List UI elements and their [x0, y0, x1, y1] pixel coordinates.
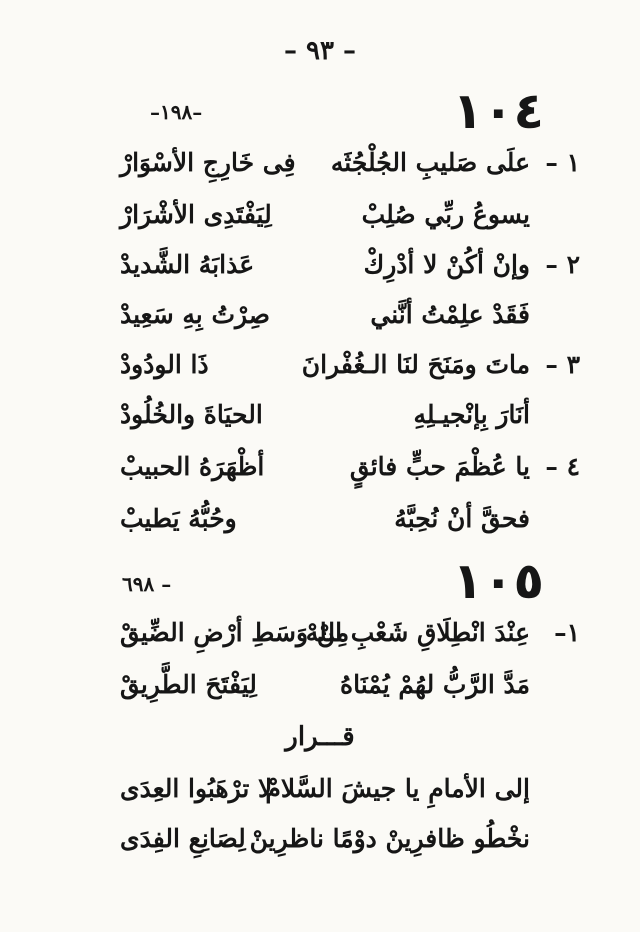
line-second-half: لِصَانِعِ الفِدَى — [120, 824, 246, 853]
verse-line — [110, 504, 580, 548]
hymn-number-104: ١٠٤ — [452, 82, 544, 140]
line-first-half: ماتَ ومَنَحَ لنَا الـغُفْرانَ — [301, 350, 530, 379]
verse-number: ١– — [554, 618, 580, 647]
line-first-half: علَى صَليبِ الجُلْجُثَه — [330, 148, 530, 177]
verse-number: ٤ – — [545, 452, 580, 481]
line-first-half: يا عُظْمَ حبٍّ فائقٍ — [349, 452, 530, 481]
line-first-half: نخْطُو ظافرِينْ دوْمًا ناظرِينْ — [249, 824, 530, 853]
line-first-half: فَقَدْ علِمْتُ أنَّني — [370, 300, 530, 329]
verse-line — [110, 400, 580, 444]
page-number: – ٩٣ – — [283, 36, 357, 66]
line-first-half: يسوعُ ربِّي صُلِبْ — [361, 200, 530, 229]
verse-number: ١ – — [545, 148, 580, 177]
line-second-half: فِى خَارِجِ الأسْوَارْ — [120, 148, 296, 177]
verse-number: ٣ – — [545, 350, 580, 379]
line-first-half: عِنْدَ انْطِلَاقِ شَعْبِ اللهْ — [305, 618, 530, 647]
line-second-half: لِيَفْتَدِى الأشْرَارْ — [120, 200, 272, 229]
refrain-title: قـــرار — [285, 722, 355, 752]
tune-reference-105: – ٦٩٨ — [122, 572, 172, 596]
line-first-half: إلى الأمامِ يا جيشَ السَّلامْ — [265, 774, 530, 803]
line-second-half: لا ترْهَبُوا العِدَى — [120, 774, 273, 803]
line-second-half: مِنْ وَسَطِ أرْضِ الضِّيقْ — [120, 618, 350, 647]
refrain-line — [110, 774, 580, 818]
line-first-half: مَدَّ الرَّبُّ لهُمْ يُمْنَاهُ — [340, 670, 530, 699]
verse-line — [110, 300, 580, 344]
line-second-half: أظْهَرَهُ الحبيبْ — [120, 452, 265, 481]
line-second-half: وحُبُّهُ يَطيبْ — [120, 504, 237, 533]
line-second-half: لِيَفْتَحَ الطَّرِيقْ — [120, 670, 257, 699]
verse-line — [110, 618, 580, 662]
hymn-number-105: ١٠٥ — [452, 552, 544, 610]
line-second-half: الحيَاةَ والخُلُودْ — [120, 400, 263, 429]
tune-reference-104: –١٩٨– — [150, 100, 203, 124]
verse-line — [110, 148, 580, 192]
line-first-half: أنَارَ بِإنْجيـلِهِ — [413, 400, 530, 429]
verse-line — [110, 200, 580, 244]
line-second-half: ذَا الودُودْ — [120, 350, 209, 379]
verse-line — [110, 452, 580, 496]
line-second-half: صِرْتُ بِهِ سَعِيدْ — [120, 300, 270, 329]
verse-line — [110, 250, 580, 294]
refrain-line — [110, 824, 580, 868]
line-second-half: عَذابَهُ الشَّديدْ — [120, 250, 255, 279]
line-first-half: فحقَّ أنْ نُحِبَّهُ — [394, 504, 530, 533]
verse-line — [110, 350, 580, 394]
verse-number: ٢ – — [545, 250, 580, 279]
verse-line — [110, 670, 580, 714]
line-first-half: وإنْ أكُنْ لا أدْرِكْ — [363, 250, 530, 279]
